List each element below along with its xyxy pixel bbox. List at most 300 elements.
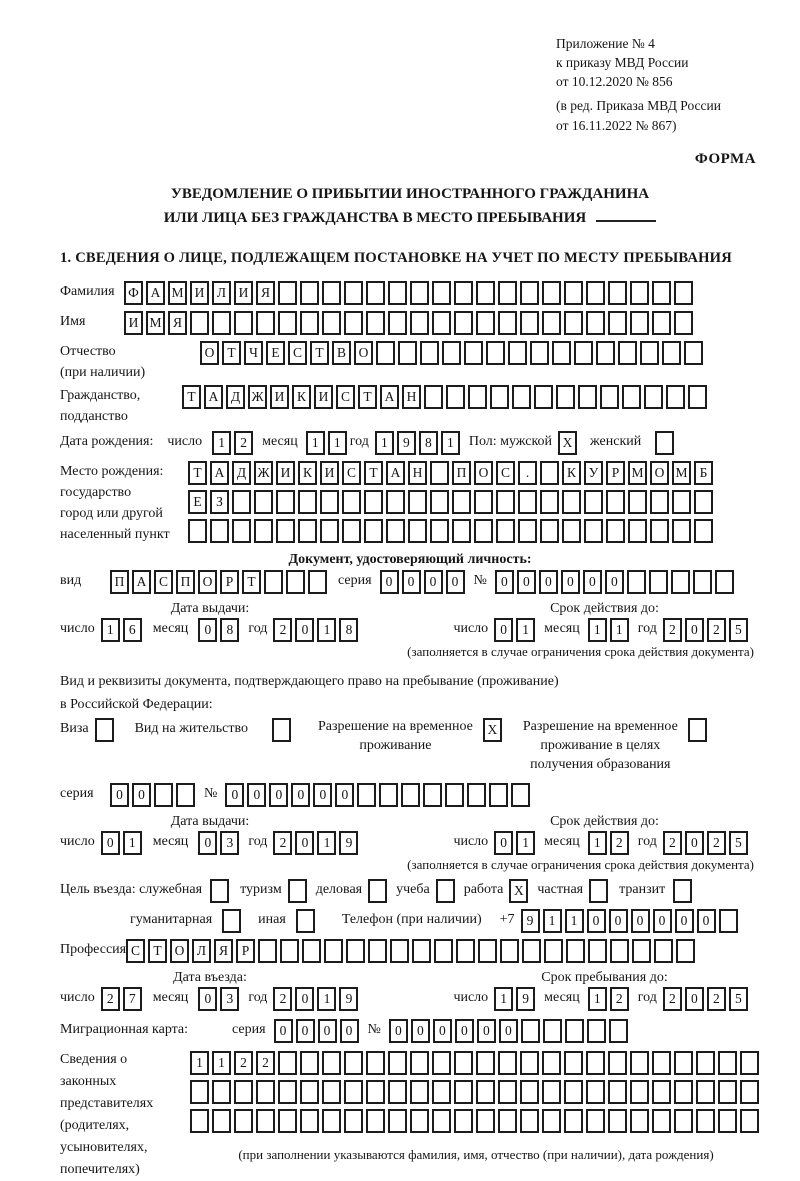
- char-cell[interactable]: [410, 311, 429, 335]
- char-cell[interactable]: 5: [729, 987, 748, 1011]
- char-cell[interactable]: [511, 783, 530, 807]
- char-cell[interactable]: [652, 311, 671, 335]
- char-cell[interactable]: [652, 1051, 671, 1075]
- char-cell[interactable]: [640, 341, 659, 365]
- char-cell[interactable]: [534, 385, 553, 409]
- char-cell[interactable]: 1: [123, 831, 142, 855]
- char-cell[interactable]: 0: [685, 987, 704, 1011]
- char-cell[interactable]: [650, 519, 669, 543]
- char-cell[interactable]: 0: [274, 1019, 293, 1043]
- char-cell[interactable]: [694, 490, 713, 514]
- char-cell[interactable]: [588, 939, 607, 963]
- char-cell[interactable]: 1: [190, 1051, 209, 1075]
- char-cell[interactable]: П: [176, 570, 195, 594]
- char-cell[interactable]: [298, 519, 317, 543]
- char-cell[interactable]: И: [270, 385, 289, 409]
- char-cell[interactable]: И: [276, 461, 295, 485]
- char-cell[interactable]: [587, 1019, 606, 1043]
- char-cell[interactable]: [320, 490, 339, 514]
- char-cell[interactable]: [718, 1051, 737, 1075]
- char-cell[interactable]: 0: [499, 1019, 518, 1043]
- char-cell[interactable]: 0: [132, 783, 151, 807]
- char-cell[interactable]: 0: [675, 909, 694, 933]
- char-cell[interactable]: 1: [516, 618, 535, 642]
- char-cell[interactable]: Т: [242, 570, 261, 594]
- char-cell[interactable]: [718, 1080, 737, 1104]
- char-cell[interactable]: 1: [610, 618, 629, 642]
- char-cell[interactable]: [410, 281, 429, 305]
- char-cell[interactable]: [430, 461, 449, 485]
- char-cell[interactable]: Я: [168, 311, 187, 335]
- char-cell[interactable]: [606, 490, 625, 514]
- char-cell[interactable]: [676, 939, 695, 963]
- char-cell[interactable]: 1: [494, 987, 513, 1011]
- char-cell[interactable]: [300, 311, 319, 335]
- char-cell[interactable]: С: [336, 385, 355, 409]
- char-cell[interactable]: [688, 385, 707, 409]
- char-cell[interactable]: 9: [516, 987, 535, 1011]
- char-cell[interactable]: [564, 1109, 583, 1133]
- char-cell[interactable]: [564, 1051, 583, 1075]
- char-cell[interactable]: [95, 718, 114, 742]
- char-cell[interactable]: [256, 1109, 275, 1133]
- char-cell[interactable]: [566, 939, 585, 963]
- char-cell[interactable]: [408, 519, 427, 543]
- char-cell[interactable]: Е: [188, 490, 207, 514]
- char-cell[interactable]: [322, 1080, 341, 1104]
- char-cell[interactable]: [565, 1019, 584, 1043]
- char-cell[interactable]: И: [190, 281, 209, 305]
- char-cell[interactable]: [522, 939, 541, 963]
- char-cell[interactable]: 0: [685, 831, 704, 855]
- char-cell[interactable]: М: [672, 461, 691, 485]
- char-cell[interactable]: [673, 879, 692, 903]
- char-cell[interactable]: [608, 1080, 627, 1104]
- char-cell[interactable]: [542, 1080, 561, 1104]
- char-cell[interactable]: [608, 281, 627, 305]
- char-cell[interactable]: 1: [101, 618, 120, 642]
- char-cell[interactable]: [468, 385, 487, 409]
- char-cell[interactable]: [322, 1051, 341, 1075]
- char-cell[interactable]: И: [314, 385, 333, 409]
- char-cell[interactable]: [423, 783, 442, 807]
- char-cell[interactable]: [662, 341, 681, 365]
- char-cell[interactable]: К: [298, 461, 317, 485]
- char-cell[interactable]: [254, 519, 273, 543]
- char-cell[interactable]: [628, 490, 647, 514]
- char-cell[interactable]: [654, 939, 673, 963]
- char-cell[interactable]: [264, 570, 283, 594]
- char-cell[interactable]: [272, 718, 291, 742]
- char-cell[interactable]: 2: [610, 987, 629, 1011]
- char-cell[interactable]: X: [509, 879, 528, 903]
- char-cell[interactable]: [432, 311, 451, 335]
- char-cell[interactable]: К: [292, 385, 311, 409]
- char-cell[interactable]: [212, 311, 231, 335]
- char-cell[interactable]: 1: [317, 618, 336, 642]
- char-cell[interactable]: [655, 431, 674, 455]
- char-cell[interactable]: 2: [234, 1051, 253, 1075]
- char-cell[interactable]: 2: [256, 1051, 275, 1075]
- char-cell[interactable]: [366, 311, 385, 335]
- char-cell[interactable]: [672, 490, 691, 514]
- char-cell[interactable]: [188, 519, 207, 543]
- char-cell[interactable]: [498, 1051, 517, 1075]
- char-cell[interactable]: 1: [516, 831, 535, 855]
- char-cell[interactable]: [671, 570, 690, 594]
- char-cell[interactable]: 0: [685, 618, 704, 642]
- char-cell[interactable]: [498, 1080, 517, 1104]
- char-cell[interactable]: 1: [212, 1051, 231, 1075]
- char-cell[interactable]: [674, 1080, 693, 1104]
- char-cell[interactable]: 0: [583, 570, 602, 594]
- char-cell[interactable]: [410, 1051, 429, 1075]
- char-cell[interactable]: 1: [375, 431, 394, 455]
- char-cell[interactable]: [232, 490, 251, 514]
- char-cell[interactable]: [344, 1109, 363, 1133]
- char-cell[interactable]: [608, 1051, 627, 1075]
- char-cell[interactable]: [386, 519, 405, 543]
- char-cell[interactable]: 0: [477, 1019, 496, 1043]
- char-cell[interactable]: 2: [273, 618, 292, 642]
- char-cell[interactable]: 9: [339, 987, 358, 1011]
- char-cell[interactable]: [258, 939, 277, 963]
- char-cell[interactable]: Ж: [254, 461, 273, 485]
- char-cell[interactable]: [520, 1080, 539, 1104]
- char-cell[interactable]: [540, 461, 559, 485]
- char-cell[interactable]: 1: [317, 987, 336, 1011]
- char-cell[interactable]: [542, 311, 561, 335]
- char-cell[interactable]: [212, 1080, 231, 1104]
- char-cell[interactable]: [652, 1109, 671, 1133]
- char-cell[interactable]: П: [452, 461, 471, 485]
- char-cell[interactable]: [256, 1080, 275, 1104]
- char-cell[interactable]: [719, 909, 738, 933]
- char-cell[interactable]: [432, 281, 451, 305]
- char-cell[interactable]: [442, 341, 461, 365]
- char-cell[interactable]: 8: [220, 618, 239, 642]
- char-cell[interactable]: [694, 519, 713, 543]
- char-cell[interactable]: [432, 1051, 451, 1075]
- char-cell[interactable]: [300, 1080, 319, 1104]
- char-cell[interactable]: [540, 519, 559, 543]
- char-cell[interactable]: Я: [256, 281, 275, 305]
- char-cell[interactable]: [674, 1109, 693, 1133]
- char-cell[interactable]: 2: [707, 831, 726, 855]
- char-cell[interactable]: С: [496, 461, 515, 485]
- char-cell[interactable]: 0: [494, 831, 513, 855]
- char-cell[interactable]: Н: [408, 461, 427, 485]
- char-cell[interactable]: Т: [148, 939, 167, 963]
- char-cell[interactable]: К: [562, 461, 581, 485]
- char-cell[interactable]: [432, 1080, 451, 1104]
- char-cell[interactable]: 6: [123, 618, 142, 642]
- char-cell[interactable]: [388, 311, 407, 335]
- char-cell[interactable]: [452, 519, 471, 543]
- char-cell[interactable]: [556, 385, 575, 409]
- char-cell[interactable]: [232, 519, 251, 543]
- char-cell[interactable]: 1: [543, 909, 562, 933]
- char-cell[interactable]: 0: [495, 570, 514, 594]
- char-cell[interactable]: 0: [609, 909, 628, 933]
- char-cell[interactable]: [357, 783, 376, 807]
- char-cell[interactable]: [278, 1080, 297, 1104]
- char-cell[interactable]: 0: [295, 831, 314, 855]
- char-cell[interactable]: [452, 490, 471, 514]
- char-cell[interactable]: 1: [565, 909, 584, 933]
- char-cell[interactable]: [276, 490, 295, 514]
- char-cell[interactable]: [584, 490, 603, 514]
- char-cell[interactable]: [586, 311, 605, 335]
- char-cell[interactable]: [520, 1109, 539, 1133]
- char-cell[interactable]: [574, 341, 593, 365]
- char-cell[interactable]: 1: [441, 431, 460, 455]
- char-cell[interactable]: 2: [101, 987, 120, 1011]
- char-cell[interactable]: [454, 311, 473, 335]
- char-cell[interactable]: 1: [212, 431, 231, 455]
- char-cell[interactable]: [430, 490, 449, 514]
- char-cell[interactable]: 0: [433, 1019, 452, 1043]
- char-cell[interactable]: 1: [328, 431, 347, 455]
- char-cell[interactable]: [388, 1051, 407, 1075]
- char-cell[interactable]: 0: [198, 618, 217, 642]
- char-cell[interactable]: [644, 385, 663, 409]
- char-cell[interactable]: 0: [389, 1019, 408, 1043]
- char-cell[interactable]: 0: [318, 1019, 337, 1043]
- char-cell[interactable]: [512, 385, 531, 409]
- char-cell[interactable]: [388, 1080, 407, 1104]
- char-cell[interactable]: [542, 1109, 561, 1133]
- char-cell[interactable]: С: [342, 461, 361, 485]
- char-cell[interactable]: [366, 1109, 385, 1133]
- char-cell[interactable]: [366, 1080, 385, 1104]
- char-cell[interactable]: 0: [402, 570, 421, 594]
- char-cell[interactable]: [364, 490, 383, 514]
- char-cell[interactable]: [446, 385, 465, 409]
- char-cell[interactable]: [278, 311, 297, 335]
- char-cell[interactable]: [586, 281, 605, 305]
- char-cell[interactable]: [322, 1109, 341, 1133]
- char-cell[interactable]: [520, 311, 539, 335]
- char-cell[interactable]: 0: [110, 783, 129, 807]
- char-cell[interactable]: Р: [606, 461, 625, 485]
- char-cell[interactable]: .: [518, 461, 537, 485]
- char-cell[interactable]: У: [584, 461, 603, 485]
- char-cell[interactable]: С: [126, 939, 145, 963]
- char-cell[interactable]: [674, 281, 693, 305]
- char-cell[interactable]: 0: [101, 831, 120, 855]
- char-cell[interactable]: [276, 519, 295, 543]
- char-cell[interactable]: 0: [295, 618, 314, 642]
- char-cell[interactable]: О: [650, 461, 669, 485]
- char-cell[interactable]: [344, 311, 363, 335]
- char-cell[interactable]: 0: [313, 783, 332, 807]
- char-cell[interactable]: 0: [653, 909, 672, 933]
- char-cell[interactable]: [379, 783, 398, 807]
- char-cell[interactable]: [596, 341, 615, 365]
- char-cell[interactable]: [342, 519, 361, 543]
- char-cell[interactable]: Д: [232, 461, 251, 485]
- char-cell[interactable]: 0: [446, 570, 465, 594]
- char-cell[interactable]: [474, 490, 493, 514]
- char-cell[interactable]: О: [200, 341, 219, 365]
- char-cell[interactable]: [496, 490, 515, 514]
- char-cell[interactable]: [346, 939, 365, 963]
- char-cell[interactable]: Ж: [248, 385, 267, 409]
- char-cell[interactable]: [344, 1051, 363, 1075]
- char-cell[interactable]: [368, 939, 387, 963]
- char-cell[interactable]: [543, 1019, 562, 1043]
- char-cell[interactable]: [300, 1051, 319, 1075]
- char-cell[interactable]: 0: [335, 783, 354, 807]
- char-cell[interactable]: И: [320, 461, 339, 485]
- char-cell[interactable]: [302, 939, 321, 963]
- char-cell[interactable]: 5: [729, 831, 748, 855]
- char-cell[interactable]: [280, 939, 299, 963]
- char-cell[interactable]: И: [124, 311, 143, 335]
- char-cell[interactable]: [366, 281, 385, 305]
- char-cell[interactable]: [436, 879, 455, 903]
- char-cell[interactable]: [530, 341, 549, 365]
- char-cell[interactable]: [672, 519, 691, 543]
- char-cell[interactable]: 3: [220, 987, 239, 1011]
- char-cell[interactable]: [718, 1109, 737, 1133]
- char-cell[interactable]: [622, 385, 641, 409]
- char-cell[interactable]: А: [132, 570, 151, 594]
- char-cell[interactable]: [478, 939, 497, 963]
- char-cell[interactable]: [696, 1080, 715, 1104]
- char-cell[interactable]: [322, 281, 341, 305]
- char-cell[interactable]: [454, 281, 473, 305]
- char-cell[interactable]: [684, 341, 703, 365]
- char-cell[interactable]: [649, 570, 668, 594]
- char-cell[interactable]: [288, 879, 307, 903]
- char-cell[interactable]: 0: [631, 909, 650, 933]
- char-cell[interactable]: [490, 385, 509, 409]
- char-cell[interactable]: А: [380, 385, 399, 409]
- char-cell[interactable]: 0: [247, 783, 266, 807]
- char-cell[interactable]: 0: [697, 909, 716, 933]
- char-cell[interactable]: [564, 311, 583, 335]
- char-cell[interactable]: 2: [707, 618, 726, 642]
- char-cell[interactable]: [366, 1051, 385, 1075]
- char-cell[interactable]: [432, 1109, 451, 1133]
- char-cell[interactable]: [489, 783, 508, 807]
- char-cell[interactable]: [486, 341, 505, 365]
- char-cell[interactable]: 3: [220, 831, 239, 855]
- char-cell[interactable]: [542, 1051, 561, 1075]
- char-cell[interactable]: [190, 1109, 209, 1133]
- char-cell[interactable]: [476, 1080, 495, 1104]
- char-cell[interactable]: [234, 1109, 253, 1133]
- char-cell[interactable]: [286, 570, 305, 594]
- char-cell[interactable]: 9: [339, 831, 358, 855]
- char-cell[interactable]: [476, 281, 495, 305]
- char-cell[interactable]: [740, 1051, 759, 1075]
- char-cell[interactable]: 0: [296, 1019, 315, 1043]
- char-cell[interactable]: [674, 311, 693, 335]
- char-cell[interactable]: 0: [340, 1019, 359, 1043]
- char-cell[interactable]: [454, 1109, 473, 1133]
- char-cell[interactable]: [518, 490, 537, 514]
- char-cell[interactable]: З: [210, 490, 229, 514]
- char-cell[interactable]: [210, 519, 229, 543]
- char-cell[interactable]: 0: [561, 570, 580, 594]
- char-cell[interactable]: [476, 1051, 495, 1075]
- char-cell[interactable]: [630, 281, 649, 305]
- char-cell[interactable]: 0: [198, 987, 217, 1011]
- char-cell[interactable]: 2: [663, 987, 682, 1011]
- char-cell[interactable]: 0: [411, 1019, 430, 1043]
- char-cell[interactable]: 0: [424, 570, 443, 594]
- char-cell[interactable]: 1: [317, 831, 336, 855]
- char-cell[interactable]: [608, 1109, 627, 1133]
- char-cell[interactable]: [586, 1109, 605, 1133]
- char-cell[interactable]: [630, 1051, 649, 1075]
- char-cell[interactable]: Б: [694, 461, 713, 485]
- char-cell[interactable]: [256, 311, 275, 335]
- char-cell[interactable]: [610, 939, 629, 963]
- char-cell[interactable]: [344, 1080, 363, 1104]
- char-cell[interactable]: [398, 341, 417, 365]
- char-cell[interactable]: [508, 341, 527, 365]
- char-cell[interactable]: 8: [339, 618, 358, 642]
- char-cell[interactable]: М: [168, 281, 187, 305]
- char-cell[interactable]: [688, 718, 707, 742]
- char-cell[interactable]: Р: [220, 570, 239, 594]
- char-cell[interactable]: 0: [198, 831, 217, 855]
- char-cell[interactable]: [388, 1109, 407, 1133]
- char-cell[interactable]: 9: [397, 431, 416, 455]
- char-cell[interactable]: [445, 783, 464, 807]
- char-cell[interactable]: 2: [273, 987, 292, 1011]
- char-cell[interactable]: [666, 385, 685, 409]
- char-cell[interactable]: [234, 311, 253, 335]
- char-cell[interactable]: [609, 1019, 628, 1043]
- char-cell[interactable]: Т: [364, 461, 383, 485]
- char-cell[interactable]: 9: [521, 909, 540, 933]
- char-cell[interactable]: [586, 1051, 605, 1075]
- char-cell[interactable]: [190, 1080, 209, 1104]
- char-cell[interactable]: 2: [663, 618, 682, 642]
- char-cell[interactable]: [674, 1051, 693, 1075]
- char-cell[interactable]: [564, 1080, 583, 1104]
- char-cell[interactable]: [424, 385, 443, 409]
- char-cell[interactable]: А: [204, 385, 223, 409]
- char-cell[interactable]: М: [146, 311, 165, 335]
- char-cell[interactable]: [368, 879, 387, 903]
- char-cell[interactable]: [542, 281, 561, 305]
- char-cell[interactable]: 2: [234, 431, 253, 455]
- char-cell[interactable]: [388, 281, 407, 305]
- char-cell[interactable]: [518, 519, 537, 543]
- char-cell[interactable]: 5: [729, 618, 748, 642]
- char-cell[interactable]: [390, 939, 409, 963]
- char-cell[interactable]: 2: [610, 831, 629, 855]
- char-cell[interactable]: Л: [192, 939, 211, 963]
- char-cell[interactable]: Т: [188, 461, 207, 485]
- char-cell[interactable]: [696, 1109, 715, 1133]
- char-cell[interactable]: [476, 1109, 495, 1133]
- char-cell[interactable]: 0: [380, 570, 399, 594]
- char-cell[interactable]: 1: [588, 831, 607, 855]
- char-cell[interactable]: 2: [707, 987, 726, 1011]
- char-cell[interactable]: [500, 939, 519, 963]
- char-cell[interactable]: М: [628, 461, 647, 485]
- char-cell[interactable]: 0: [587, 909, 606, 933]
- char-cell[interactable]: О: [170, 939, 189, 963]
- char-cell[interactable]: Д: [226, 385, 245, 409]
